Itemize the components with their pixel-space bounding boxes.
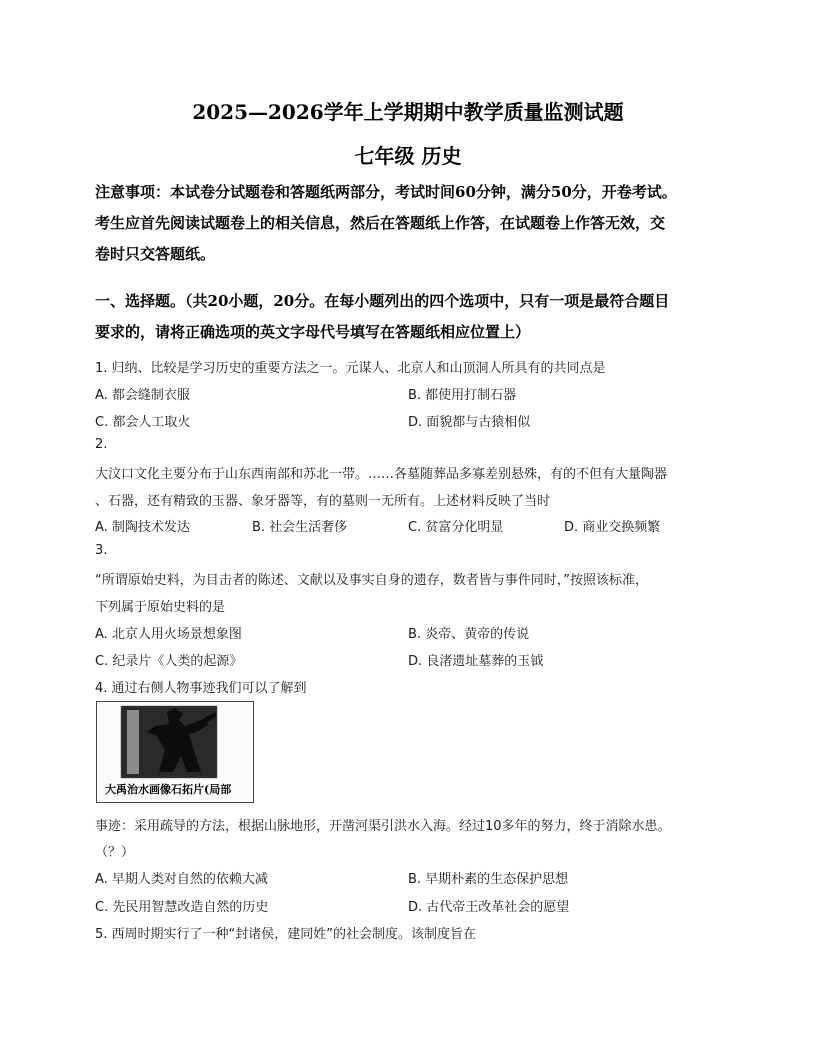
question-4-option-c: C. 先民用智慧改造自然的历史 xyxy=(95,900,269,915)
question-3-option-a: A. 北京人用火场景想象图 xyxy=(95,627,242,642)
question-2-option-b: B. 社会生活奢侈 xyxy=(252,520,348,535)
question-3-option-c: C. 纪录片《人类的起源》 xyxy=(95,654,243,669)
question-2-number: 2. xyxy=(95,437,108,452)
question-2-option-a: A. 制陶技术发达 xyxy=(95,520,190,535)
question-4-option-d: D. 古代帝王改革社会的愿望 xyxy=(408,900,570,915)
question-1-option-b: B. 都使用打制石器 xyxy=(408,388,517,403)
question-1-option-c: C. 都会人工取火 xyxy=(95,415,191,430)
notice-line-1: 注意事项：本试卷分试题卷和答题纸两部分，考试时间60分钟，满分50分，开卷考试。 xyxy=(95,183,677,201)
question-1-option-d: D. 面貌都与古猿相似 xyxy=(408,415,531,430)
notice-line-2: 考生应首先阅读试题卷上的相关信息，然后在答题纸上作答，在试题卷上作答无效，交 xyxy=(95,214,666,232)
question-5-stem: 5. 西周时期实行了一种“封诸侯，建同姓”的社会制度。该制度旨在 xyxy=(95,927,477,942)
question-2-stem-line-2: 、石器，还有精致的玉器、象牙器等，有的墓则一无所有。上述材料反映了当时 xyxy=(95,494,551,509)
question-2-option-c: C. 贫富分化明显 xyxy=(408,520,504,535)
question-1-stem: 1. 归纳、比较是学习历史的重要方法之一。元谋人、北京人和山顶洞人所具有的共同点是 xyxy=(95,361,606,376)
question-4-stem: 4. 通过右侧人物事迹我们可以了解到 xyxy=(95,681,307,696)
question-3-stem-line-1: “所谓原始史料，为目击者的陈述、文献以及事实自身的遗存，数者皆与事件同时，”按照该标准， xyxy=(95,573,648,588)
question-3-number: 3. xyxy=(95,543,108,558)
question-4-blank: （？） xyxy=(95,845,135,860)
dayu-stone-rubbing-image xyxy=(96,701,254,803)
question-4-option-b: B. 早期朴素的生态保护思想 xyxy=(408,872,569,887)
notice-line-3: 卷时只交答题纸。 xyxy=(95,245,216,263)
question-4-option-a: A. 早期人类对自然的依赖大减 xyxy=(95,872,268,887)
question-3-option-b: B. 炎帝、黄帝的传说 xyxy=(408,627,530,642)
question-3-option-d: D. 良渚遗址墓葬的玉钺 xyxy=(408,654,544,669)
figure-caption: 大禹治水画像石拓片(局部 xyxy=(105,783,232,796)
section-heading-line-2: 要求的，请将正确选项的英文字母代号填写在答题纸相应位置上） xyxy=(95,323,531,341)
question-4-deed: 事迹：采用疏导的方法，根据山脉地形，开凿河渠引洪水入海。经过10多年的努力，终于消除水患。 xyxy=(95,819,671,834)
question-3-stem-line-2: 下列属于原始史料的是 xyxy=(95,600,226,615)
question-1-option-a: A. 都会缝制衣服 xyxy=(95,388,190,403)
exam-subtitle: 七年级 历史 xyxy=(354,144,462,168)
exam-title: 2025—2026学年上学期期中教学质量监测试题 xyxy=(192,100,624,124)
question-2-stem-line-1: 大汶口文化主要分布于山东西南部和苏北一带。……各墓随葬品多寡差别悬殊，有的不但有大量陶器 xyxy=(95,467,668,482)
question-2-option-d: D. 商业交换频繁 xyxy=(564,520,661,535)
section-heading-line-1: 一、选择题。（共20小题，20分。在每小题列出的四个选项中，只有一项是最符合题目 xyxy=(95,292,670,310)
